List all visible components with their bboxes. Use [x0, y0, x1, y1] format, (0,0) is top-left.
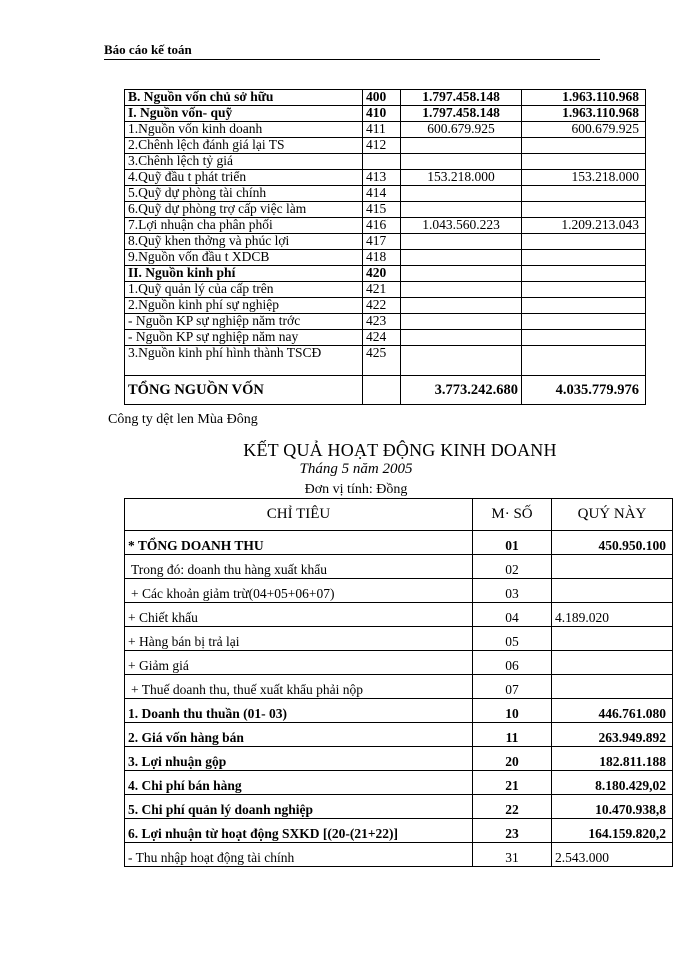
cell-label: - Nguồn KP sự nghiệp năm trớc — [125, 314, 363, 330]
cell-v1 — [401, 266, 522, 282]
cell-code: 10 — [473, 699, 552, 723]
cell-v2 — [522, 298, 646, 314]
cell-label: I. Nguồn vốn- quỹ — [125, 106, 363, 122]
cell-v2: 600.679.925 — [522, 122, 646, 138]
cell-value — [552, 627, 673, 651]
cell-label: + Hàng bán bị trả lại — [125, 627, 473, 651]
cell-code: 11 — [473, 723, 552, 747]
cell-code: 412 — [363, 138, 401, 154]
table-row — [125, 122, 646, 138]
balance-sheet-table — [124, 89, 646, 405]
cell-label: + Các khoản giảm trừ(04+05+06+07) — [125, 579, 473, 603]
cell-v1: 153.218.000 — [401, 170, 522, 186]
cell-code: 01 — [473, 531, 552, 555]
table-row — [125, 819, 673, 843]
cell-code: 413 — [363, 170, 401, 186]
table-row — [125, 138, 646, 154]
cell-v2 — [522, 234, 646, 250]
cell-code: 424 — [363, 330, 401, 346]
cell-label: 5.Quỹ dự phòng tài chính — [125, 186, 363, 202]
cell-label: 7.Lợi nhuận cha phân phối — [125, 218, 363, 234]
cell-value: 164.159.820,2 — [552, 819, 673, 843]
cell-code: 415 — [363, 202, 401, 218]
table-row — [125, 843, 673, 867]
cell-code: 20 — [473, 747, 552, 771]
cell-code: 400 — [363, 90, 401, 106]
table-row — [125, 250, 646, 266]
cell-v2: 1.209.213.043 — [522, 218, 646, 234]
table-row — [125, 675, 673, 699]
cell-code: 411 — [363, 122, 401, 138]
cell-label: 9.Nguồn vốn đầu t XDCB — [125, 250, 363, 266]
table-row — [125, 218, 646, 234]
table-row — [125, 699, 673, 723]
cell-label: 3.Nguồn kinh phí hình thành TSCĐ — [125, 346, 363, 376]
cell-code: 417 — [363, 234, 401, 250]
cell-value: 2.543.000 — [552, 843, 673, 867]
report-period: Tháng 5 năm 2005 — [299, 461, 413, 477]
cell-code: 06 — [473, 651, 552, 675]
cell-v1: 1.043.560.223 — [401, 218, 522, 234]
cell-code: 04 — [473, 603, 552, 627]
table-row — [125, 90, 646, 106]
table-row — [125, 531, 673, 555]
table-row — [125, 186, 646, 202]
table-row — [125, 723, 673, 747]
report-title: KẾT QUẢ HOẠT ĐỘNG KINH DOANH — [243, 440, 557, 460]
cell-code: 03 — [473, 579, 552, 603]
cell-value: 446.761.080 — [552, 699, 673, 723]
cell-label: * TỔNG DOANH THU — [125, 531, 473, 555]
table-row — [125, 154, 646, 170]
table-row — [125, 627, 673, 651]
cell-v2 — [522, 202, 646, 218]
total-row — [125, 376, 646, 405]
cell-value: 10.470.938,8 — [552, 795, 673, 819]
cell-v2: 1.963.110.968 — [522, 106, 646, 122]
report-unit: Đơn vị tính: Đồng — [304, 482, 408, 497]
cell-code: 416 — [363, 218, 401, 234]
document-header: Báo cáo kế toán — [104, 42, 600, 60]
cell-label: 4.Quỹ đầu t phát triển — [125, 170, 363, 186]
cell-code: 418 — [363, 250, 401, 266]
cell-code: 31 — [473, 843, 552, 867]
cell-code: 420 — [363, 266, 401, 282]
cell-v1 — [401, 202, 522, 218]
cell-label: 8.Quỹ khen thởng và phúc lợi — [125, 234, 363, 250]
cell-code: 21 — [473, 771, 552, 795]
table-row — [125, 202, 646, 218]
cell-label: 2.Chênh lệch đánh giá lại TS — [125, 138, 363, 154]
total-label: TỔNG NGUỒN VỐN — [125, 376, 363, 405]
cell-label: 4. Chi phí bán hàng — [125, 771, 473, 795]
table-row — [125, 314, 646, 330]
table-row — [125, 603, 673, 627]
cell-label: + Giảm giá — [125, 651, 473, 675]
cell-v1 — [401, 298, 522, 314]
table-row — [125, 330, 646, 346]
cell-code: 425 — [363, 346, 401, 376]
cell-value: 182.811.188 — [552, 747, 673, 771]
cell-label: Trong đó: doanh thu hàng xuất khẩu — [125, 555, 473, 579]
cell-v1 — [401, 138, 522, 154]
cell-v2 — [522, 266, 646, 282]
table-row — [125, 106, 646, 122]
cell-label: 2.Nguồn kinh phí sự nghiệp — [125, 298, 363, 314]
table-row — [125, 579, 673, 603]
table-row — [125, 282, 646, 298]
cell-label: 1. Doanh thu thuần (01- 03) — [125, 699, 473, 723]
cell-v1 — [401, 330, 522, 346]
table-row — [125, 266, 646, 282]
cell-v2 — [522, 250, 646, 266]
cell-v1 — [401, 154, 522, 170]
cell-code: 421 — [363, 282, 401, 298]
cell-code: 22 — [473, 795, 552, 819]
header-code: M· SỐ — [473, 499, 552, 531]
cell-label: 1.Nguồn vốn kinh doanh — [125, 122, 363, 138]
table-row — [125, 555, 673, 579]
table-header-row — [125, 499, 673, 531]
cell-v1 — [401, 346, 522, 376]
cell-value: 8.180.429,02 — [552, 771, 673, 795]
cell-v2 — [522, 138, 646, 154]
cell-v1 — [401, 234, 522, 250]
header-quarter: QUÝ NÀY — [552, 499, 673, 531]
table-row — [125, 651, 673, 675]
total-v2: 4.035.779.976 — [522, 376, 646, 405]
cell-v1 — [401, 186, 522, 202]
table-row — [125, 298, 646, 314]
cell-v1: 600.679.925 — [401, 122, 522, 138]
cell-code: 07 — [473, 675, 552, 699]
cell-value: 263.949.892 — [552, 723, 673, 747]
cell-v2 — [522, 346, 646, 376]
cell-value — [552, 651, 673, 675]
income-statement-table — [124, 498, 673, 867]
cell-label: - Thu nhập hoạt động tài chính — [125, 843, 473, 867]
cell-v2: 153.218.000 — [522, 170, 646, 186]
cell-label: 3. Lợi nhuận gộp — [125, 747, 473, 771]
cell-code: 410 — [363, 106, 401, 122]
cell-v2 — [522, 314, 646, 330]
cell-value — [552, 675, 673, 699]
cell-label: 5. Chi phí quản lý doanh nghiệp — [125, 795, 473, 819]
cell-label: + Chiết khấu — [125, 603, 473, 627]
cell-label: 2. Giá vốn hàng bán — [125, 723, 473, 747]
cell-v1 — [401, 250, 522, 266]
total-v1: 3.773.242.680 — [401, 376, 522, 405]
table-row — [125, 234, 646, 250]
table-row — [125, 747, 673, 771]
header-indicator: CHỈ TIÊU — [125, 499, 473, 531]
cell-code: 423 — [363, 314, 401, 330]
cell-v1 — [401, 282, 522, 298]
cell-code: 414 — [363, 186, 401, 202]
cell-v2 — [522, 330, 646, 346]
cell-label: 6.Quỹ dự phòng trợ cấp việc làm — [125, 202, 363, 218]
cell-v1: 1.797.458.148 — [401, 106, 522, 122]
cell-label: - Nguồn KP sự nghiệp năm nay — [125, 330, 363, 346]
cell-code: 422 — [363, 298, 401, 314]
table-row — [125, 771, 673, 795]
table-row — [125, 170, 646, 186]
cell-value — [552, 555, 673, 579]
cell-value: 4.189.020 — [552, 603, 673, 627]
cell-label: 3.Chênh lệch tỷ giá — [125, 154, 363, 170]
cell-code: 23 — [473, 819, 552, 843]
cell-v1: 1.797.458.148 — [401, 90, 522, 106]
cell-label: B. Nguồn vốn chủ sở hữu — [125, 90, 363, 106]
cell-label: 1.Quỹ quản lý của cấp trên — [125, 282, 363, 298]
table-row — [125, 346, 646, 376]
cell-v2 — [522, 186, 646, 202]
cell-v2: 1.963.110.968 — [522, 90, 646, 106]
cell-code — [363, 154, 401, 170]
cell-v2 — [522, 154, 646, 170]
company-name: Công ty dệt len Mùa Đông — [108, 412, 258, 427]
cell-value: 450.950.100 — [552, 531, 673, 555]
cell-v1 — [401, 314, 522, 330]
cell-label: + Thuế doanh thu, thuế xuất khẩu phải nộp — [125, 675, 473, 699]
cell-value — [552, 579, 673, 603]
total-code — [363, 376, 401, 405]
cell-code: 05 — [473, 627, 552, 651]
table-row — [125, 795, 673, 819]
cell-v2 — [522, 282, 646, 298]
cell-code: 02 — [473, 555, 552, 579]
cell-label: II. Nguồn kinh phí — [125, 266, 363, 282]
cell-label: 6. Lợi nhuận từ hoạt động SXKD [(20-(21+22)] — [125, 819, 473, 843]
